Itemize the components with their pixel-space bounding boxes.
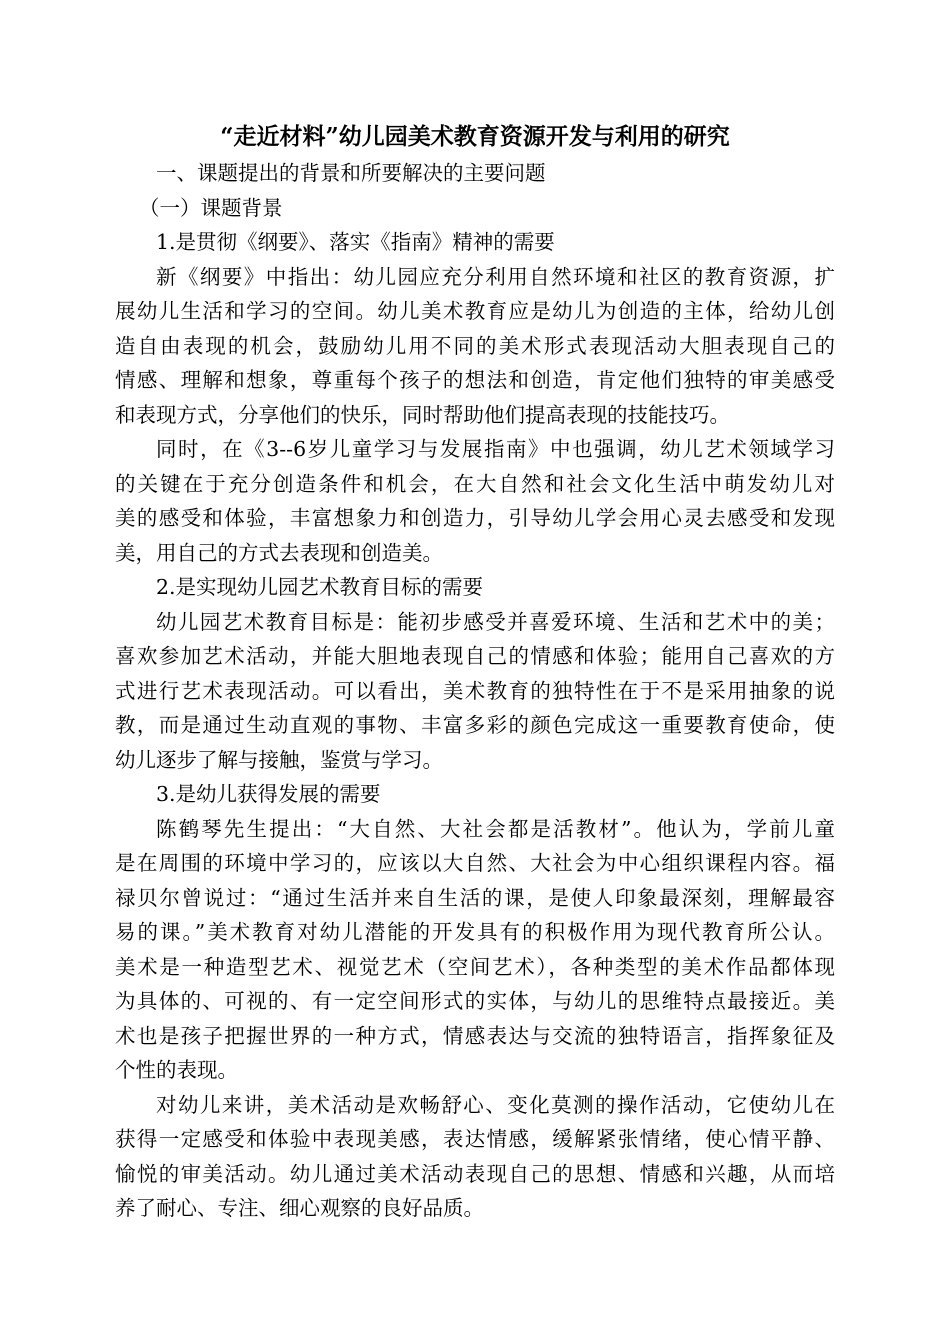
paragraph-line: 对幼儿来讲，美术活动是欢畅舒心、变化莫测的操作活动，它使幼儿在	[156, 1092, 835, 1117]
paragraph-line: 展幼儿生活和学习的空间。幼儿美术教育应是幼儿为创造的主体，给幼儿创	[115, 299, 835, 323]
subsection-heading: （一）课题背景	[139, 195, 283, 220]
point-heading-2: 2.是实现幼儿园艺术教育目标的需要	[156, 575, 484, 599]
paragraph-line: 美，用自己的方式去表现和创造美。	[115, 540, 443, 565]
paragraph-3	[115, 605, 835, 778]
paragraph-line: 是在周围的环境中学习的，应该以大自然、大社会为中心组织课程内容。福	[115, 851, 835, 875]
paragraph-line: 为具体的、可视的、有一定空间形式的实体，与幼儿的思维特点最接近。美	[115, 989, 835, 1013]
point-heading-1: 1.是贯彻《纲要》、落实《指南》精神的需要	[156, 230, 555, 254]
paragraph-2	[115, 432, 835, 570]
paragraph-line: 禄贝尔曾说过：“通过生活并来自生活的课，是使人印象最深刻，理解最容	[115, 885, 835, 910]
paragraph-line: 养了耐心、专注、细心观察的良好品质。	[115, 1196, 484, 1220]
paragraph-line: 术也是孩子把握世界的一种方式，情感表达与交流的独特语言，指挥象征及	[115, 1023, 835, 1048]
document-title: “走近材料”幼儿园美术教育资源开发与利用的研究	[220, 123, 730, 150]
paragraph-line: 喜欢参加艺术活动，并能大胆地表现自己的情感和体验；能用自己喜欢的方	[115, 644, 835, 668]
paragraph-line: 个性的表现。	[115, 1058, 238, 1082]
section-heading: 一、课题提出的背景和所要解决的主要问题	[156, 161, 546, 185]
paragraph-line: 获得一定感受和体验中表现美感，表达情感，缓解紧张情绪，使心情平静、	[115, 1127, 835, 1151]
paragraph-line: 陈鹤琴先生提出：“大自然、大社会都是活教材”。他认为，学前儿童	[156, 816, 835, 841]
paragraph-line: 美术是一种造型艺术、视觉艺术（空间艺术），各种类型的美术作品都体现	[115, 954, 835, 979]
paragraph-line: 造自由表现的机会，鼓励幼儿用不同的美术形式表现活动大胆表现自己的	[115, 333, 835, 358]
paragraph-line: 式进行艺术表现活动。可以看出，美术教育的独特性在于不是采用抽象的说	[115, 678, 835, 703]
paragraph-4	[115, 812, 835, 1088]
paragraph-line: 易的课。”美术教育对幼儿潜能的开发具有的积极作用为现代教育所公认。	[115, 920, 835, 944]
paragraph-line: 教，而是通过生动直观的事物、丰富多彩的颜色完成这一重要教育使命，使	[115, 713, 835, 737]
paragraph-line: 的关键在于充分创造条件和机会，在大自然和社会文化生活中萌发幼儿对	[115, 471, 835, 496]
point-heading-3: 3.是幼儿获得发展的需要	[156, 782, 381, 806]
paragraph-line: 幼儿逐步了解与接触，鉴赏与学习。	[115, 747, 443, 772]
paragraph-line: 和表现方式，分享他们的快乐，同时帮助他们提高表现的技能技巧。	[115, 402, 730, 427]
paragraph-line: 愉悦的审美活动。幼儿通过美术活动表现自己的思想、情感和兴趣，从而培	[115, 1161, 835, 1186]
paragraph-line: 情感、理解和想象，尊重每个孩子的想法和创造，肯定他们独特的审美感受	[115, 368, 835, 392]
paragraph-line: 美的感受和体验，丰富想象力和创造力，引导幼儿学会用心灵去感受和发现	[115, 506, 835, 530]
paragraph-line: 新《纲要》中指出：幼儿园应充分利用自然环境和社区的教育资源，扩	[156, 264, 835, 289]
paragraph-5	[115, 1088, 835, 1226]
paragraph-line: 幼儿园艺术教育目标是：能初步感受并喜爱环境、生活和艺术中的美；	[156, 609, 835, 634]
paragraph-1	[115, 260, 835, 433]
paragraph-line: 同时，在《3--6岁儿童学习与发展指南》中也强调，幼儿艺术领域学习	[156, 437, 835, 461]
document-page	[115, 118, 835, 1226]
